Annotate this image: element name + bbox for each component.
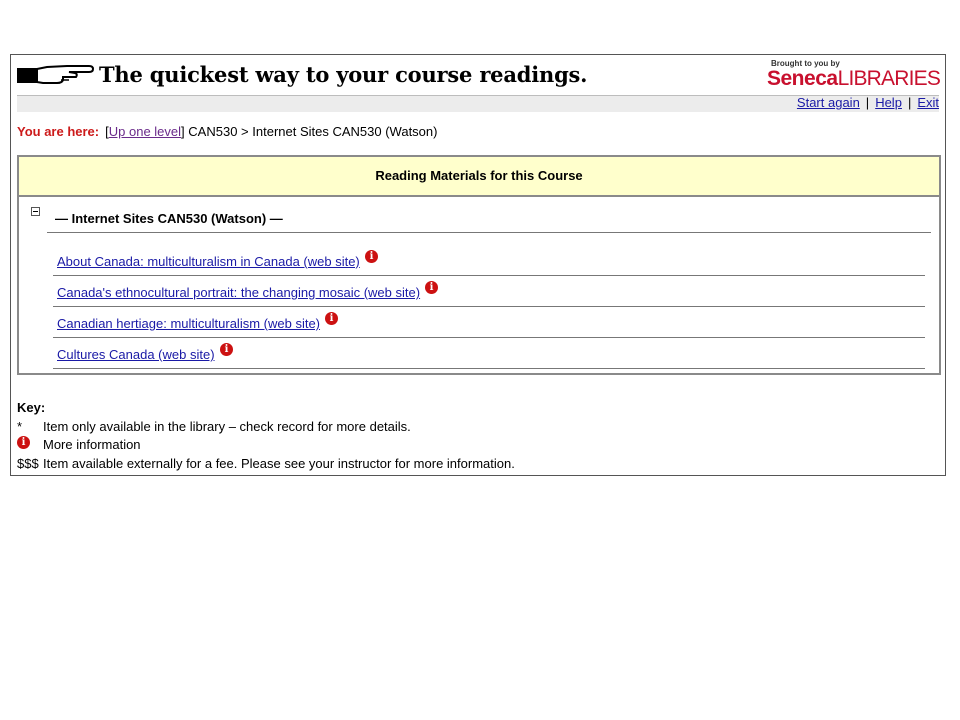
brand-libraries: LIBRARIES [837,67,941,90]
key-row [17,418,515,437]
separator: | [907,95,912,110]
info-icon[interactable]: i [220,343,233,356]
separator: | [865,95,870,110]
bracket-close: ] [181,124,185,139]
section-title: — Internet Sites CAN530 (Watson) — [55,211,283,226]
breadcrumb [17,124,437,139]
bracket-open: [ [105,124,109,139]
exit-link[interactable]: Exit [917,95,939,110]
key-text: Item only available in the library – check record for more details. [43,418,411,434]
reading-link[interactable]: Cultures Canada (web site) [57,347,215,362]
brought-by-text: Brought to you by [771,59,840,68]
you-are-here-label: You are here: [17,124,100,139]
key-legend [17,399,515,473]
top-links [797,95,939,111]
key-title: Key: [17,400,46,415]
info-icon: i [17,436,30,449]
list-item [53,307,925,338]
info-icon[interactable]: i [365,250,378,263]
key-text: More information [43,437,141,452]
list-item [53,338,925,369]
page-frame [10,54,946,476]
panel-heading: Reading Materials for this Course [19,157,939,197]
list-item [53,276,925,307]
key-symbol: $$$ [17,455,39,471]
collapse-toggle-icon[interactable] [31,207,40,216]
seneca-libraries-logo [767,59,939,92]
section-divider [47,232,931,233]
info-icon[interactable]: i [425,281,438,294]
breadcrumb-course: CAN530 [188,124,238,139]
reading-list [53,245,925,369]
header [17,59,939,93]
up-one-level-link[interactable]: Up one level [108,124,182,139]
key-row [17,455,515,474]
reading-link[interactable]: Canadian hertiage: multiculturalism (web site) [57,316,321,331]
info-icon[interactable]: i [325,312,338,325]
key-symbol: * [17,418,23,434]
brand-seneca: Seneca [767,67,838,90]
list-item [53,245,925,276]
help-link[interactable]: Help [875,95,902,110]
breadcrumb-current: Internet Sites CAN530 (Watson) [252,124,438,139]
key-row [17,436,515,455]
reading-link[interactable]: Canada's ethnocultural portrait: the changing mosaic (web site) [57,285,421,300]
reading-link[interactable]: About Canada: multiculturalism in Canada (web site) [57,254,360,269]
breadcrumb-arrow: > [241,124,249,139]
pointing-hand-icon [17,62,95,88]
key-text: Item available externally for a fee. Please see your instructor for more information. [43,455,515,471]
start-again-link[interactable]: Start again [796,95,860,110]
reading-materials-panel [17,155,941,375]
site-tagline: The quickest way to your course readings. [99,62,588,87]
